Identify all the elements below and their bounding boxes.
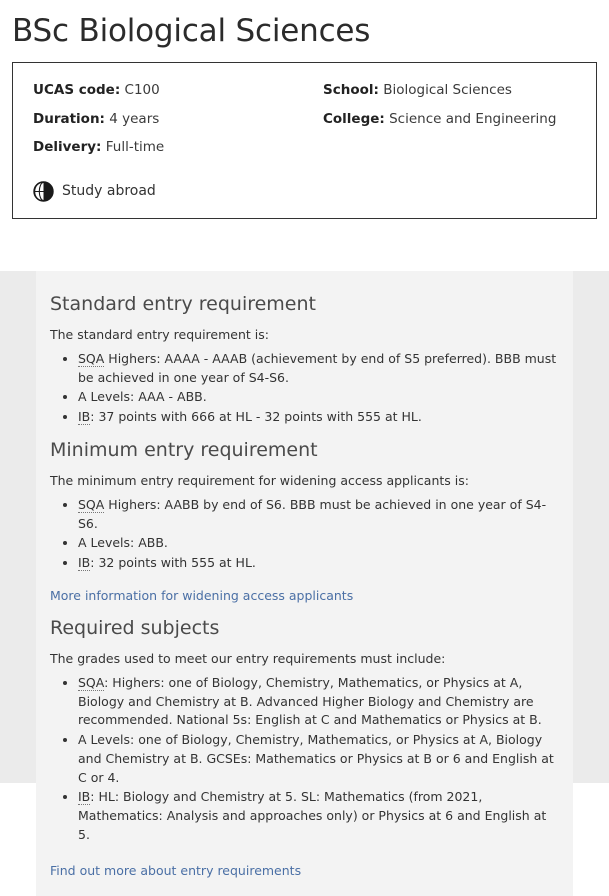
list-item bbox=[78, 496, 559, 534]
key-fact-label: School: bbox=[323, 82, 379, 99]
abbreviation-ib: IB bbox=[78, 409, 91, 425]
abbreviation-sqa: SQA bbox=[78, 674, 105, 690]
list-item bbox=[78, 350, 559, 388]
key-fact-value: Science and Engineering bbox=[389, 110, 557, 127]
list-item-text: A Levels: ABB. bbox=[78, 535, 168, 551]
section-heading-minimum-entry: Minimum entry requirement bbox=[50, 438, 318, 461]
list-item-text: : 32 points with 555 at HL. bbox=[90, 555, 256, 571]
abbreviation-sqa: SQA bbox=[78, 496, 105, 512]
list-item-text: Highers: AABB by end of S6. BBB must be achieved in one year of S4-S6. bbox=[78, 496, 547, 531]
key-fact-delivery bbox=[33, 138, 323, 158]
list-item-text: : Highers: one of Biology, Chemistry, Mathematics, or Physics at A, Biology and Chemistry at B. Advanced Higher Biology and Chemistry are recommended. National 5s: English at C and Mathematics or Physics at B. bbox=[78, 674, 542, 728]
list-item bbox=[78, 554, 559, 573]
key-facts-grid bbox=[33, 81, 576, 167]
list-item bbox=[78, 408, 559, 427]
section-intro-required-subjects: The grades used to meet our entry requirements must include: bbox=[50, 650, 446, 666]
widening-access-link[interactable]: More information for widening access applicants bbox=[50, 587, 354, 603]
abbreviation-ib: IB bbox=[78, 555, 91, 571]
key-facts-left-column bbox=[33, 81, 323, 167]
key-fact-value: Full-time bbox=[105, 139, 165, 156]
list-item-text: Highers: AAAA - AAAB (achievement by end of S5 preferred). BBB must be achieved in one year of S4-S6. bbox=[78, 350, 557, 385]
key-fact-value: 4 years bbox=[109, 110, 160, 127]
key-fact-label: Duration: bbox=[33, 110, 105, 127]
key-fact-label: UCAS code: bbox=[33, 82, 121, 99]
key-fact-value: Biological Sciences bbox=[383, 82, 512, 99]
key-fact-value: C100 bbox=[124, 82, 160, 99]
list-item-text: A Levels: AAA - ABB. bbox=[78, 389, 207, 405]
list-item-text: : HL: Biology and Chemistry at 5. SL: Mathematics (from 2021, Mathematics: Analysis and approaches only) or Physics at 6 and English at 5. bbox=[78, 789, 547, 842]
section-heading-standard-entry: Standard entry requirement bbox=[50, 293, 316, 315]
key-fact-ucas-code bbox=[33, 81, 323, 101]
list-item bbox=[78, 731, 559, 787]
list-item bbox=[78, 674, 559, 730]
key-fact-label: Delivery: bbox=[33, 139, 102, 156]
requirements-list-standard bbox=[50, 350, 559, 427]
globe-icon bbox=[33, 181, 54, 202]
list-item bbox=[78, 534, 559, 553]
list-item-text: A Levels: one of Biology, Chemistry, Mathematics, or Physics at A, Biology and Chemistry at B. GCSEs: Mathematics or Physics at B or 6 and English at C or 4. bbox=[78, 732, 554, 785]
section-intro-standard-entry: The standard entry requirement is: bbox=[50, 326, 269, 342]
list-item bbox=[78, 388, 559, 407]
page-title: BSc Biological Sciences bbox=[12, 13, 371, 49]
key-fact-duration bbox=[33, 110, 323, 130]
entry-requirements-area bbox=[0, 271, 609, 878]
list-item bbox=[78, 788, 559, 844]
list-item-text: : 37 points with 666 at HL - 32 points with 555 at HL. bbox=[90, 409, 422, 425]
key-facts-box bbox=[12, 62, 597, 219]
entry-requirements-card bbox=[36, 271, 573, 896]
section-intro-minimum-entry: The minimum entry requirement for widening access applicants is: bbox=[50, 472, 469, 488]
key-fact-college bbox=[323, 110, 576, 130]
entry-requirements-link[interactable]: Find out more about entry requirements bbox=[50, 862, 302, 878]
section-heading-required-subjects: Required subjects bbox=[50, 616, 220, 639]
requirements-list-required-subjects bbox=[50, 674, 559, 845]
key-fact-label: College: bbox=[323, 110, 385, 127]
key-facts-right-column bbox=[323, 81, 576, 167]
abbreviation-sqa: SQA bbox=[78, 350, 105, 366]
study-abroad-badge bbox=[33, 181, 576, 202]
requirements-list-minimum bbox=[50, 496, 559, 573]
key-fact-school bbox=[323, 81, 576, 101]
study-abroad-label: Study abroad bbox=[62, 183, 156, 200]
abbreviation-ib: IB bbox=[78, 789, 91, 805]
